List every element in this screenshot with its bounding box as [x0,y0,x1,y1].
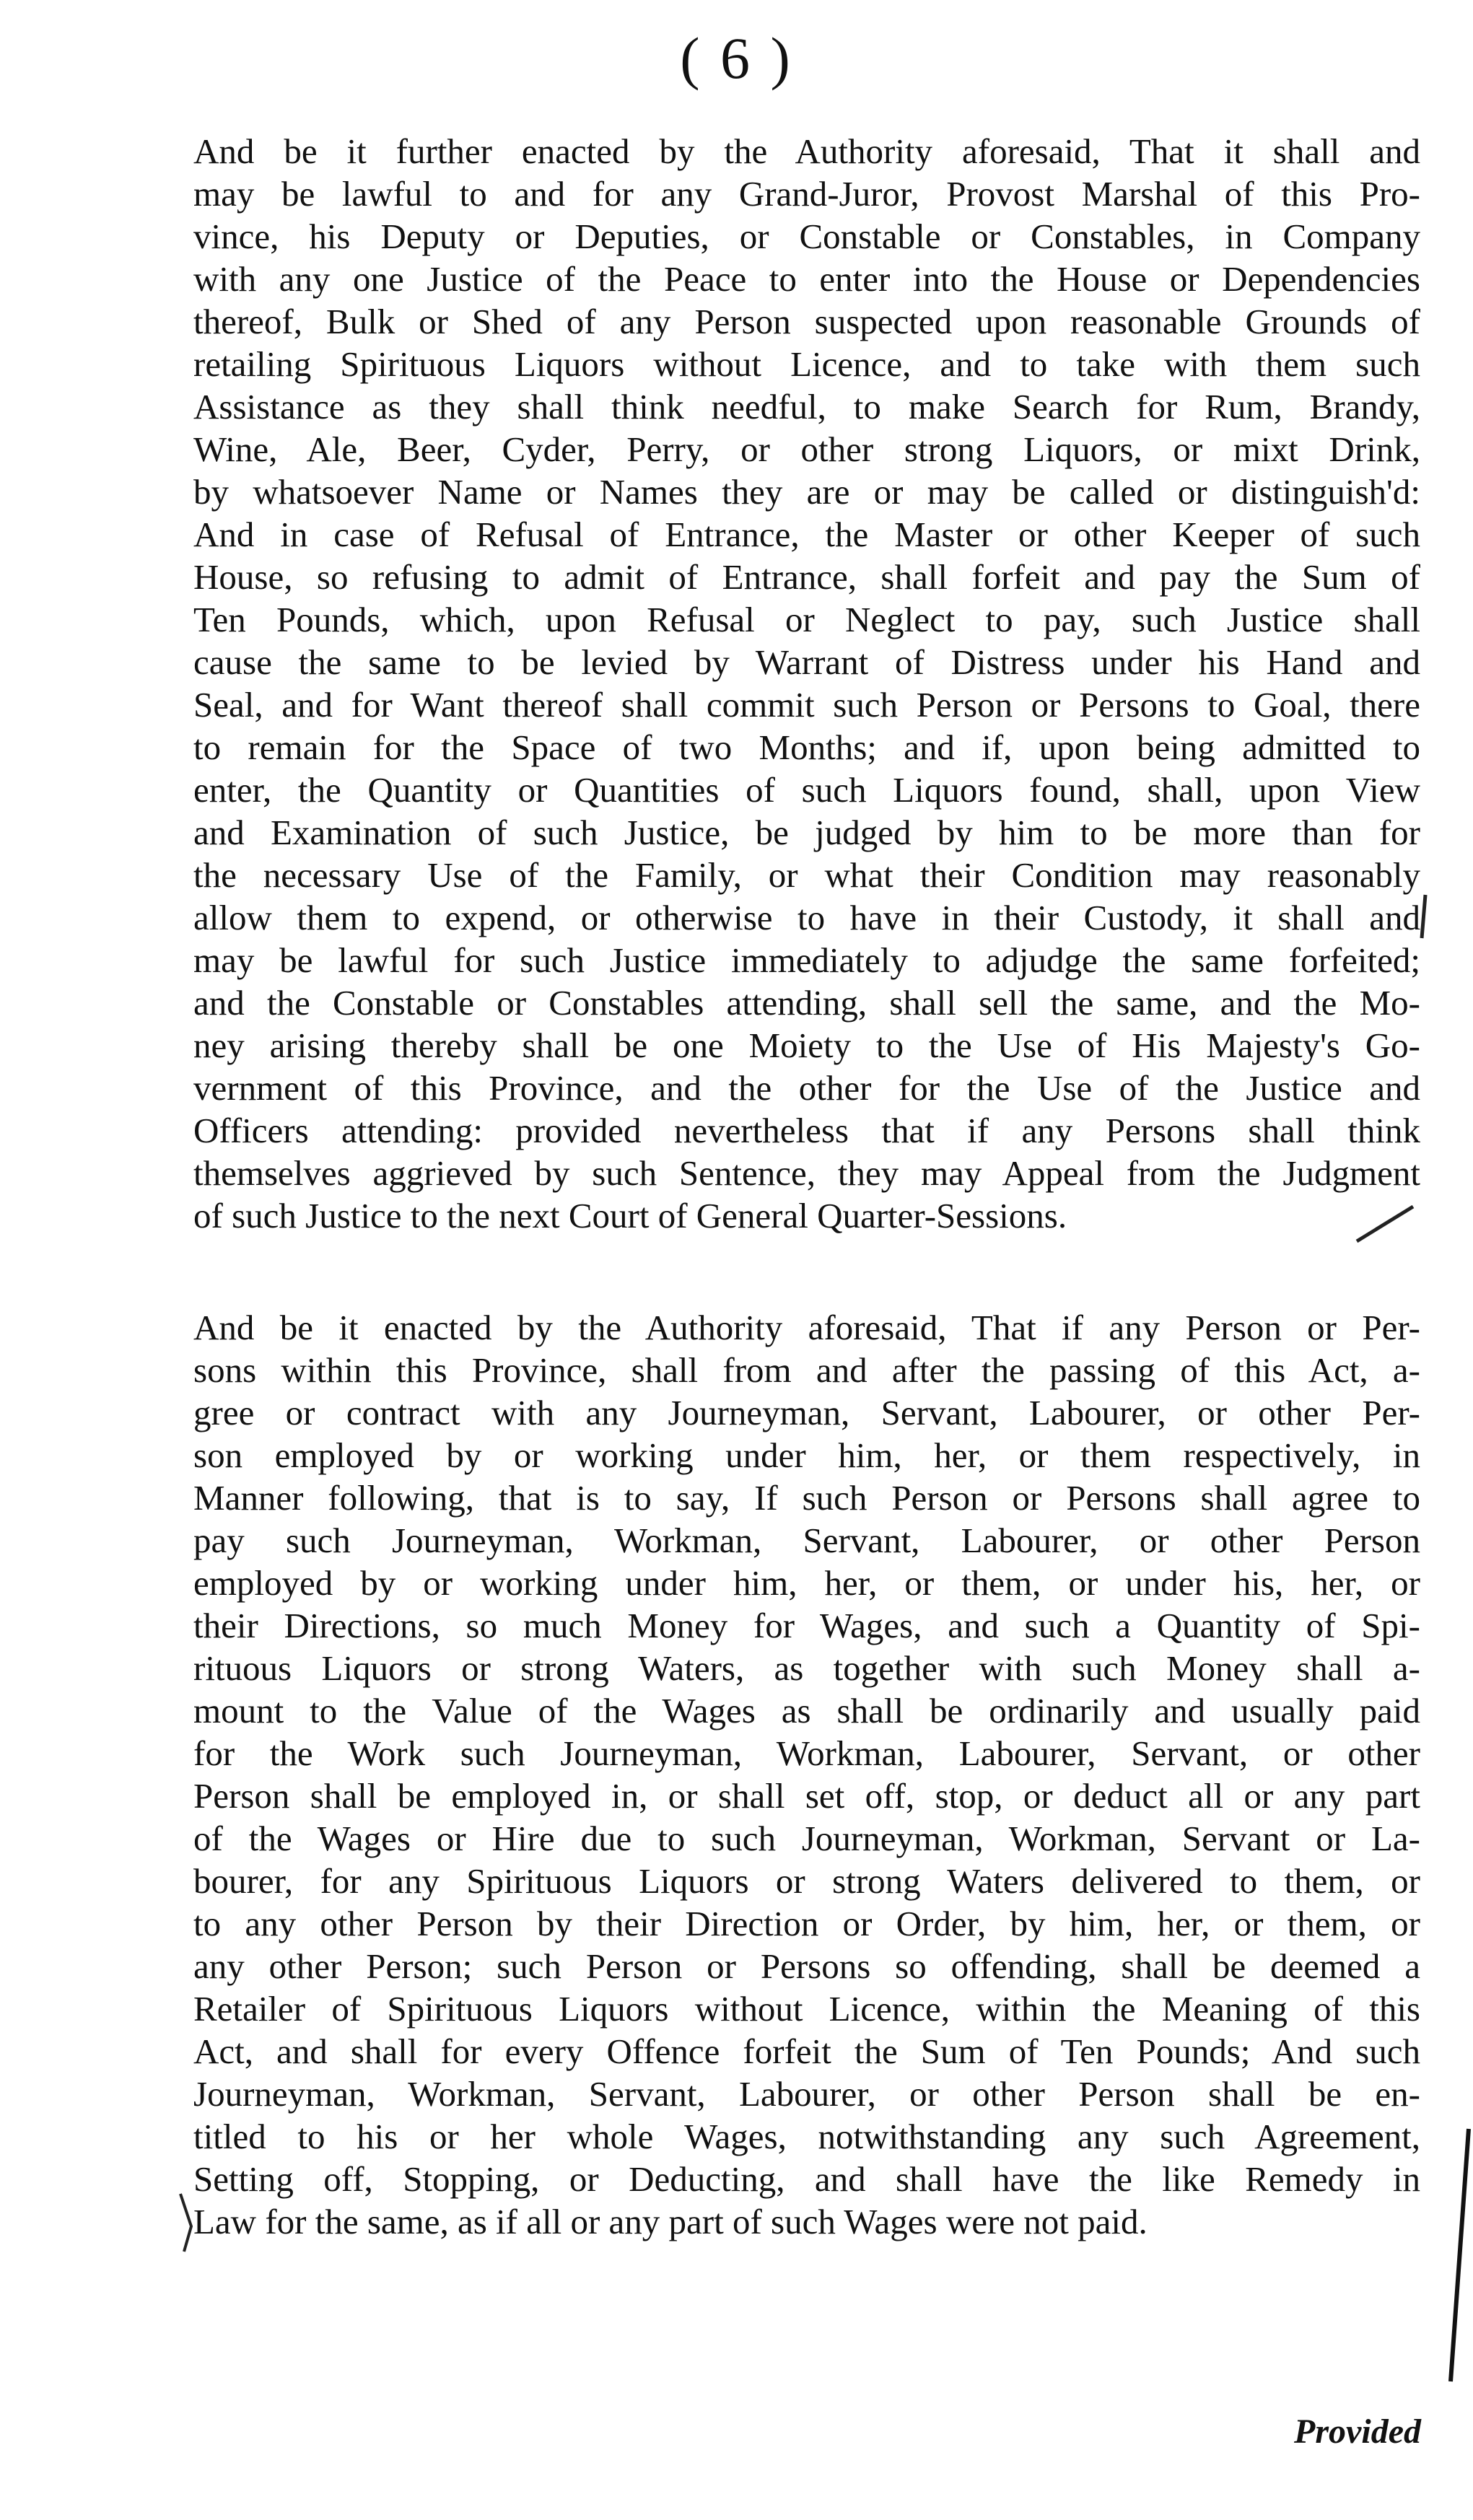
pen-stroke-left [180,2194,191,2252]
text-line: the necessary Use of the Family, or what their Condition may reasonably [193,855,1420,895]
text-line: vince, his Deputy or Deputies, or Constable or Constables, in Company [193,216,1420,256]
text-line: to remain for the Space of two Months; and if, upon being admitted to [193,727,1420,767]
text-line: And in case of Refusal of Entrance, the Master or other Keeper of such [193,515,1420,554]
text-line: by whatsoever Name or Names they are or may be called or distinguish'd: [193,472,1420,512]
text-line: Person shall be employed in, or shall set off, stop, or deduct all or any part [193,1776,1420,1816]
text-line: bourer, for any Spirituous Liquors or strong Waters delivered to them, or [193,1861,1420,1901]
text-line: enter, the Quantity or Quantities of such Liquors found, shall, upon View [193,770,1420,810]
text-line: themselves aggrieved by such Sentence, they may Appeal from the Judgment [193,1153,1420,1193]
paragraph-2 [193,1306,1420,2243]
catchword: Provided [1294,2412,1421,2451]
text-line: and Examination of such Justice, be judged by him to be more than for [193,813,1420,852]
text-line: of such Justice to the next Court of General Quarter-Sessions. [193,1196,1067,1235]
text-line: retailing Spirituous Liquors without Licence, and to take with them such [193,344,1420,384]
text-line: And be it further enacted by the Authority aforesaid, That it shall and [193,131,1420,171]
text-line: And be it enacted by the Authority aforesaid, That if any Person or Per- [193,1308,1420,1347]
text-line: to any other Person by their Direction or Order, by him, her, or them, or [193,1904,1420,1943]
text-line: of the Wages or Hire due to such Journeyman, Workman, Servant or La- [193,1819,1420,1858]
text-line: Law for the same, as if all or any part of such Wages were not paid. [193,2202,1148,2241]
text-line: titled to his or her whole Wages, notwithstanding any such Agreement, [193,2117,1420,2156]
text-line: pay such Journeyman, Workman, Servant, Labourer, or other Person [193,1521,1420,1560]
page-number: ( 6 ) [680,25,793,91]
text-line: Setting off, Stopping, or Deducting, and shall have the like Remedy in [193,2159,1420,2199]
text-line: House, so refusing to admit of Entrance, shall forfeit and pay the Sum of [193,557,1420,597]
text-line: Act, and shall for every Offence forfeit the Sum of Ten Pounds; And such [193,2031,1420,2071]
text-line: Wine, Ale, Beer, Cyder, Perry, or other strong Liquors, or mixt Drink, [193,429,1420,469]
text-line: ney arising thereby shall be one Moiety to the Use of His Majesty's Go- [193,1025,1420,1065]
text-line: Journeyman, Workman, Servant, Labourer, or other Person shall be en- [193,2074,1420,2114]
text-line: Seal, and for Want thereof shall commit such Person or Persons to Goal, there [193,685,1420,725]
text-line: thereof, Bulk or Shed of any Person suspected upon reasonable Grounds of [193,302,1420,341]
text-line: Officers attending: provided nevertheless that if any Persons shall think [193,1111,1420,1150]
text-line: allow them to expend, or otherwise to have in their Custody, it shall and [193,898,1420,937]
text-line: may be lawful to and for any Grand-Juror, Provost Marshal of this Pro- [193,174,1420,214]
text-line: rituous Liquors or strong Waters, as together with such Money shall a- [193,1648,1420,1688]
text-line: sons within this Province, shall from and after the passing of this Act, a- [193,1350,1420,1390]
text-line: any other Person; such Person or Persons so offending, shall be deemed a [193,1946,1420,1986]
text-line: employed by or working under him, her, or them, or under his, her, or [193,1563,1420,1603]
text-line: their Directions, so much Money for Wages, and such a Quantity of Spi- [193,1606,1420,1645]
pen-stroke-right [1451,2129,1469,2381]
text-line: with any one Justice of the Peace to enter into the House or Dependencies [193,259,1420,299]
text-line: may be lawful for such Justice immediately to adjudge the same forfeited; [193,940,1420,980]
text-line: cause the same to be levied by Warrant of Distress under his Hand and [193,642,1420,682]
text-line: Ten Pounds, which, upon Refusal or Neglect to pay, such Justice shall [193,600,1420,639]
text-line: gree or contract with any Journeyman, Servant, Labourer, or other Per- [193,1393,1420,1432]
pen-stroke-top [1422,895,1425,938]
text-line: and the Constable or Constables attending, shall sell the same, and the Mo- [193,983,1420,1023]
text-line: for the Work such Journeyman, Workman, Labourer, Servant, or other [193,1733,1420,1773]
text-line: vernment of this Province, and the other for the Use of the Justice and [193,1068,1420,1108]
text-line: Manner following, that is to say, If such Person or Persons shall agree to [193,1478,1420,1518]
text-line: Retailer of Spirituous Liquors without Licence, within the Meaning of this [193,1989,1420,2029]
text-line: Assistance as they shall think needful, to make Search for Rum, Brandy, [193,387,1420,426]
text-line: son employed by or working under him, her, or them respectively, in [193,1435,1420,1475]
paragraph-1 [193,130,1420,1237]
text-line: mount to the Value of the Wages as shall be ordinarily and usually paid [193,1691,1420,1731]
